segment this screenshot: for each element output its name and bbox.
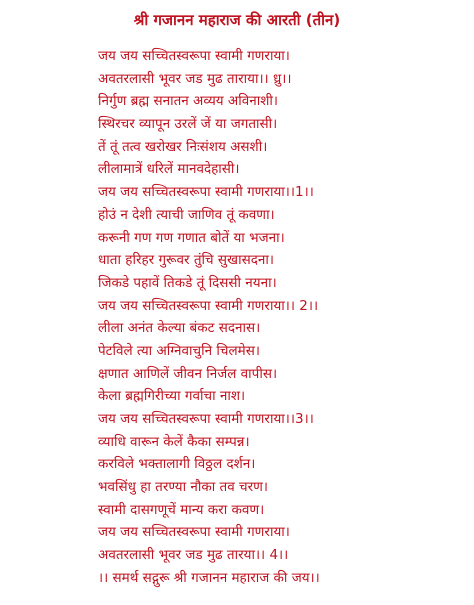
verse-line-15: क्षणात आणिलें जीवन निर्जल वापीस। <box>98 365 278 382</box>
verse-line-19: करविले भक्तालागी विठ्ठल दर्शन। <box>98 456 256 473</box>
aarti-verses <box>98 45 470 590</box>
verse-line-14: पेटविले त्या अग्निवाचुनि चिलमेस। <box>98 342 260 359</box>
page-title: श्री गजानन महाराज की आरती (तीन) <box>133 11 341 29</box>
verse-line-23: अवतरलासी भूवर जड मुढ तारया।। 4।। <box>98 547 289 564</box>
closing-line: ।। समर्थ सद्गुरू श्री गजानन महाराज की जय।। <box>98 569 320 586</box>
verse-line-3: निर्गुण ब्रह्म सनातन अव्यय अविनाशी। <box>98 93 279 110</box>
verse-line-4: स्थिरचर व्यापून उरलें जें या जगतासी। <box>98 116 278 133</box>
verse-line-17: जय जय सच्चितस्वरूपा स्वामी गणराया।।3।। <box>98 411 314 427</box>
verse-line-12: जय जय सच्चितस्वरूपा स्वामी गणराया।। 2।। <box>98 297 319 314</box>
verse-line-10: धाता हरिहर गुरूवर तुंचि सुखासदना। <box>98 252 274 269</box>
verse-line-1: जय जय सच्चितस्वरूपा स्वामी गणराया। <box>98 48 290 64</box>
verse-line-16: केला ब्रह्मगिरीच्या गर्वाचा नाश। <box>98 388 246 405</box>
verse-line-11: जिकडे पहावें तिकडे तूं दिससी नयना। <box>98 274 277 291</box>
verse-line-6: लीलामात्रें धरिलें मानवदेहासी। <box>98 161 240 178</box>
verse-line-9: करूनी गण गण गणात बोतें या भजना। <box>98 229 285 246</box>
verse-line-8: होउं न देशी त्याची जाणिव तूं कवणा। <box>98 206 275 223</box>
verse-line-22: जय जय सच्चितस्वरूपा स्वामी गणराया। <box>98 524 290 541</box>
verse-line-5: तें तूं तत्व खरोखर निःसंशय असशी। <box>98 138 268 155</box>
verse-line-18: व्याधि वारून केलें कैका सम्पन्न। <box>98 433 250 450</box>
verse-line-7: जय जय सच्चितस्वरूपा स्वामी गणराया।।1।। <box>98 184 314 201</box>
verse-line-13: लीला अनंत केल्या बंकट सदनास। <box>98 320 261 337</box>
verse-line-20: भवसिंधु हा तरण्या नौका तव चरण। <box>98 479 269 496</box>
verse-line-21: स्वामी दासगणूचें मान्य करा कवण। <box>98 501 265 518</box>
verse-line-2: अवतरलासी भूवर जड मुढ ताराया।। ध्रु।। <box>98 70 292 87</box>
